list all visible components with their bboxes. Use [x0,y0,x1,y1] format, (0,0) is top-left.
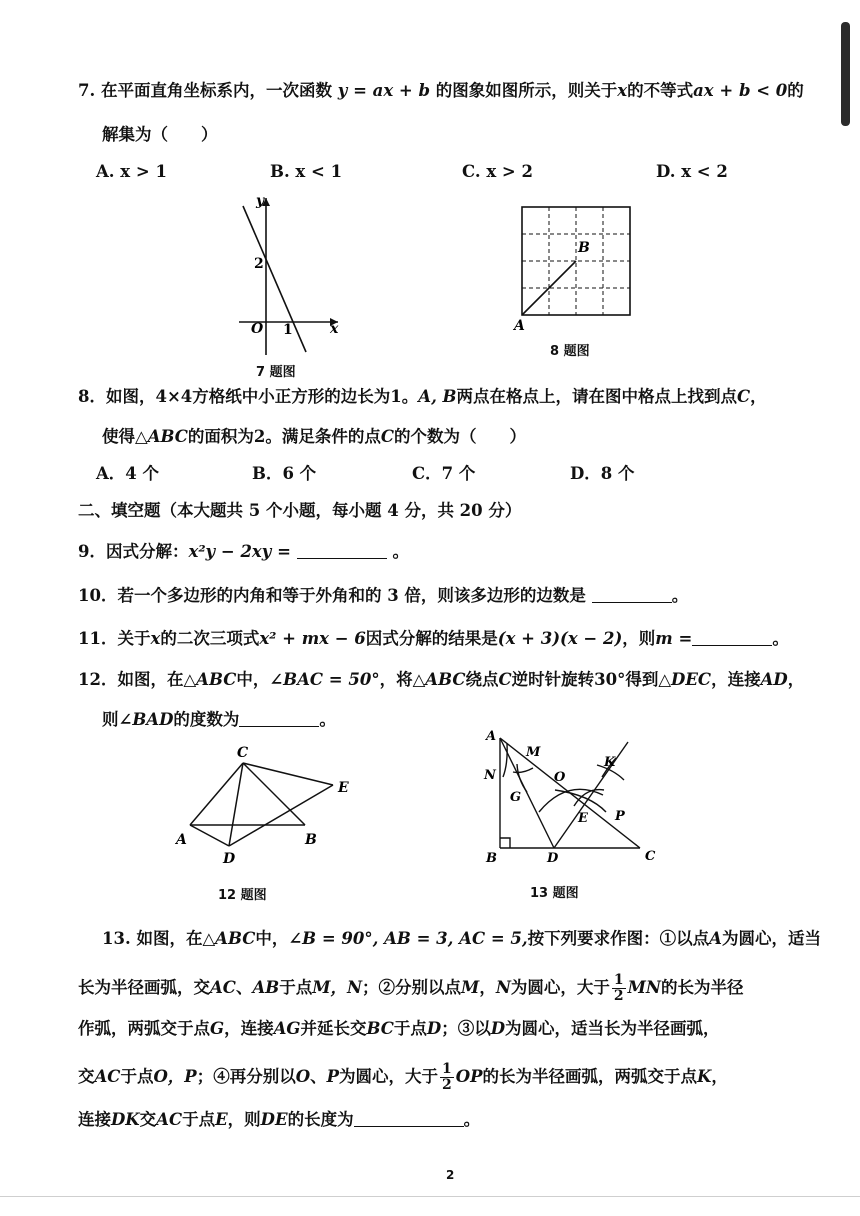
q13-label-e: E [578,811,588,826]
q8-option-b: B．6 个 [252,464,317,483]
q7-caption: 7 题图 [256,365,296,380]
q7-x-intercept-label: 1 [283,322,293,338]
q12-answer-blank[interactable] [239,708,319,727]
q8-caption: 8 题图 [550,344,590,359]
q8-option-c: C．7 个 [412,464,476,483]
section-2-heading: 二、填空题（本大题共 5 个小题，每小题 4 分，共 20 分） [78,501,522,520]
q13-label-o: O [554,770,566,785]
q8-label-b: B [578,240,590,256]
q9-answer-blank[interactable] [297,540,387,559]
q7-y-intercept-label: 2 [254,256,264,272]
q13-line1: 13. 如图，在△ABC中，∠B = 90°, AB = 3, AC = 5,按下列要求作图：①以点A为圆心，适当 [102,929,821,948]
q7-line2: 解集为（ ） [102,125,218,144]
q8-label-a: A [514,318,525,334]
q7-x-label: x [330,321,339,337]
q13-line4: 交AC于点O，P；④再分别以O、P为圆心，大于 $\frac{1}{2}$ OP的长为半径画弧，两弧交于点K， [78,1061,728,1093]
q12-line1: 12．如图，在△ABC中，∠BAC = 50°，将△ABC绕点C逆时针旋转30°得到△DEC，连接AD， [78,670,805,689]
q7-option-a: A. x > 1 [96,162,167,181]
q8-option-a: A．4 个 [96,464,160,483]
q13-label-m: M [526,745,541,760]
q13-caption: 13 题图 [530,886,579,901]
q11-answer-blank[interactable] [692,627,772,646]
q13-line5: 连接DK交AC于点E，则DE的长度为 。 [78,1110,481,1129]
q13-label-b: B [486,851,497,866]
q13-answer-blank[interactable] [354,1108,464,1127]
q12-caption: 12 题图 [218,888,267,903]
q7-option-b: B. x < 1 [270,162,343,181]
q13-label-d: D [547,851,559,866]
q13-label-c: C [645,849,656,864]
q12-label-c: C [237,745,249,761]
q13-label-n: N [484,768,496,783]
q7-line1: 7. 在平面直角坐标系内，一次函数 y = ax + b 的图象如图所示，则关于x的不等式ax + b < 0的 [78,81,804,100]
q7-origin-label: O [251,321,264,337]
q12-label-a: A [176,832,187,848]
page-bottom-divider [0,1196,860,1197]
q12-label-d: D [223,851,236,867]
q8-line2: 使得△ABC的面积为2。满足条件的点C的个数为（ ） [102,427,527,446]
q7-y-label: y [256,193,265,209]
q13-label-a: A [486,729,497,744]
q13-label-p: P [615,809,625,824]
q9: 9．因式分解：x²y − 2xy = 。 [78,542,409,561]
q11: 11．关于x的二次三项式x² + mx − 6因式分解的结果是(x + 3)(x − 2)，则m = 。 [78,629,789,648]
q8-option-d: D．8 个 [570,464,635,483]
page-number: 2 [446,1168,455,1182]
q13-line2: 长为半径画弧，交AC、AB于点M，N；②分别以点M，N为圆心，大于 $\frac{1}{2}$ MN的长为半径 [78,972,744,1004]
q13-half-fraction: $\frac{1}{2}$ [613,972,624,1004]
q7-option-d: D. x < 2 [656,162,728,181]
q10-answer-blank[interactable] [592,584,672,603]
q13-label-g: G [510,790,522,805]
q10: 10．若一个多边形的内角和等于外角和的 3 倍，则该多边形的边数是 。 [78,586,689,605]
q13-label-k: K [604,755,616,770]
q12-label-e: E [338,780,349,796]
q12-line2: 则∠BAD的度数为 。 [102,710,336,729]
q7-option-c: C. x > 2 [462,162,533,181]
q12-label-b: B [305,832,317,848]
q8-line1: 8．如图，4×4方格纸中小正方形的边长为1。A, B两点在格点上，请在图中格点上找到点C， [78,387,767,406]
q13-half-fraction-2: $\frac{1}{2}$ [442,1061,452,1093]
q13-line3: 作弧，两弧交于点G，连接AG并延长交BC于点D；③以D为圆心，适当长为半径画弧， [78,1019,720,1038]
